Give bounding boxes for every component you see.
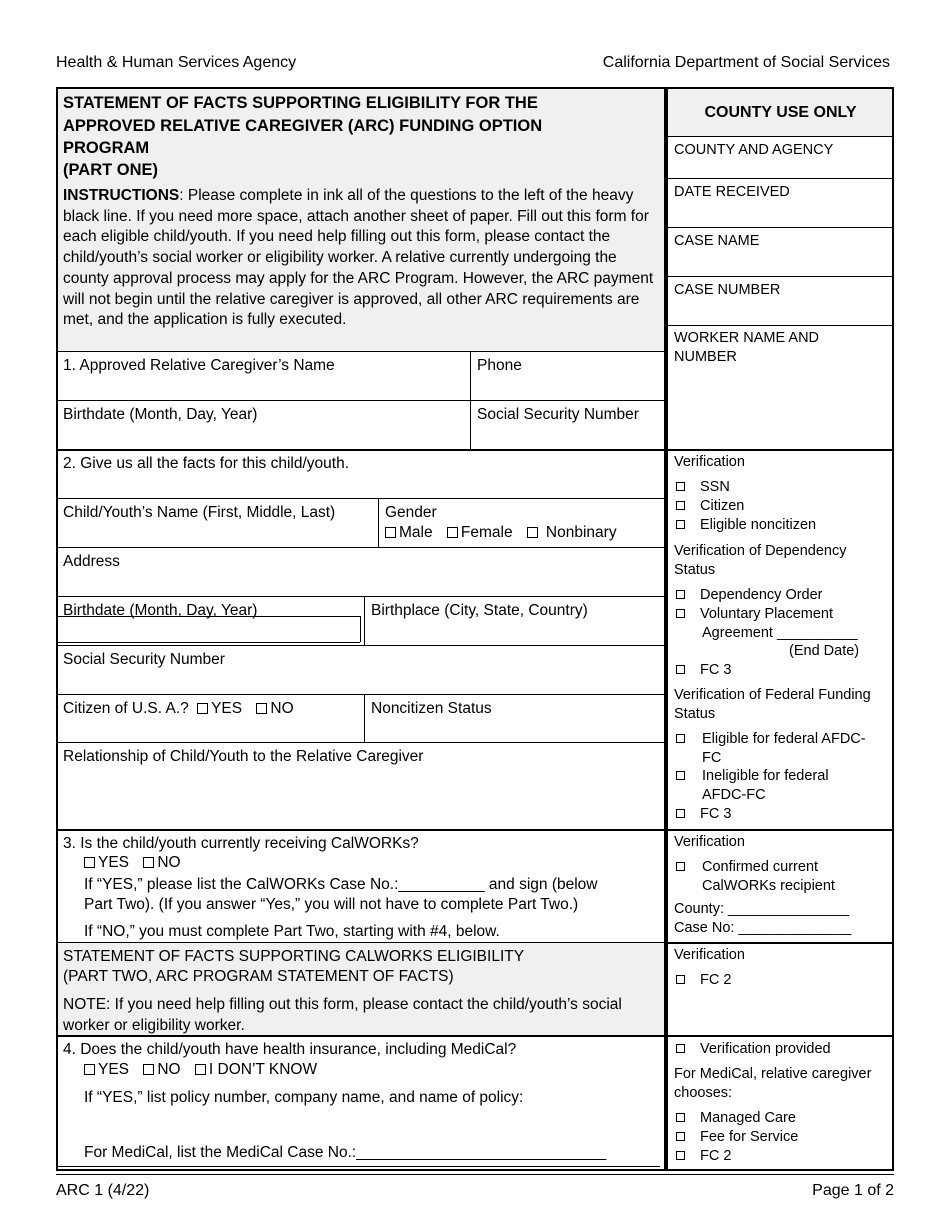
federal-fc3-checkbox[interactable] <box>676 809 685 818</box>
gender-label: Gender <box>385 504 437 521</box>
citizen-label: Citizen of U.S. A.? <box>63 700 189 717</box>
calworks-no-checkbox[interactable] <box>143 857 154 868</box>
ineligible-afdc-checkbox[interactable] <box>676 771 685 780</box>
worker-field: WORKER NAME AND NUMBER <box>674 330 820 365</box>
agency-name: Health & Human Services Agency <box>56 54 297 71</box>
confirmed-calworks <box>676 858 685 877</box>
gender-male-label: Male <box>399 524 433 541</box>
caregiver-phone-field[interactable]: Phone <box>477 357 522 374</box>
calworks-yes-instructions-1: If “YES,” please list the CalWORKs Case No.:__________ and sign (below <box>84 876 598 893</box>
medical-fc2-label: FC 2 <box>700 1148 732 1164</box>
federal-fc3-label: FC 3 <box>700 806 732 822</box>
managed-care <box>676 1109 796 1128</box>
part-two-fc2 <box>676 971 731 990</box>
child-ssn-field[interactable]: Social Security Number <box>63 651 225 668</box>
gender-nonbinary-checkbox[interactable] <box>527 527 538 538</box>
noncitizen-status-field[interactable]: Noncitizen Status <box>371 700 492 717</box>
verify-ssn-label: SSN <box>700 479 730 495</box>
verify-noncitizen-checkbox[interactable] <box>676 520 685 529</box>
part-two-fc2-checkbox[interactable] <box>676 975 685 984</box>
gender-female-checkbox[interactable] <box>447 527 458 538</box>
gender-male-checkbox[interactable] <box>385 527 396 538</box>
part-two-title-1: STATEMENT OF FACTS SUPPORTING CALWORKS ELIGIBILITY <box>63 948 525 965</box>
medical-fc2-checkbox[interactable] <box>676 1151 685 1160</box>
instructions-text: : Please complete in ink all of the questions to the left of the heavy black line. If you need more space, attach another sheet of paper. Fill out this form for each eligible child/youth. If you need help filling out this form, please contact the child/youth’s social worker or eligibility worker. A relative currently undergoing the county approval process may apply for the ARC Program. However, the ARC payment will not begin until the relative caregiver is approved, all other ARC requirements are met, and the application is fully executed. <box>63 187 654 329</box>
end-date-caption: (End Date) <box>789 643 860 659</box>
county-agency-field: COUNTY AND AGENCY <box>674 142 834 158</box>
case-no-line-field[interactable]: Case No: ______________ <box>674 920 852 936</box>
section-3-question: 3. Is the child/youth currently receiving CalWORKs? <box>63 835 419 852</box>
verify-citizen <box>676 497 744 516</box>
date-received-field: DATE RECEIVED <box>674 184 790 200</box>
verification-provided-checkbox[interactable] <box>676 1044 685 1053</box>
voluntary-agreement-line[interactable]: Agreement __________ <box>702 625 858 641</box>
citizen-question <box>63 699 294 718</box>
eligible-afdc-label: Eligible for federal AFDC-FC <box>702 731 866 766</box>
instructions-label: INSTRUCTIONS <box>63 187 180 204</box>
medical-case-field[interactable]: For MediCal, list the MediCal Case No.:_____________________________ <box>84 1144 607 1161</box>
dependency-order-checkbox[interactable] <box>676 590 685 599</box>
verify-ssn-checkbox[interactable] <box>676 482 685 491</box>
section-2-heading: 2. Give us all the facts for this child/youth. <box>63 455 350 472</box>
dependency-order-label: Dependency Order <box>700 587 823 603</box>
insurance-no-checkbox[interactable] <box>143 1064 154 1075</box>
form-id: ARC 1 (4/22) <box>56 1182 150 1199</box>
calworks-options <box>84 853 181 872</box>
verify-noncitizen-label: Eligible noncitizen <box>700 517 817 533</box>
child-address-field[interactable]: Address <box>63 553 120 570</box>
calworks-yes-label: YES <box>98 854 130 871</box>
case-number-field: CASE NUMBER <box>674 282 781 298</box>
verification-provided <box>676 1040 831 1059</box>
county-line-field[interactable]: County: _______________ <box>674 901 849 917</box>
confirmed-calworks-label: Confirmed current CalWORKs recipient <box>702 859 835 894</box>
confirmed-calworks-checkbox[interactable] <box>676 862 685 871</box>
verify-ssn <box>676 478 730 497</box>
insurance-options <box>84 1060 317 1079</box>
insurance-yes-label: YES <box>98 1061 130 1078</box>
managed-care-checkbox[interactable] <box>676 1113 685 1122</box>
form-title: STATEMENT OF FACTS SUPPORTING ELIGIBILITY FOR THE APPROVED RELATIVE CAREGIVER (ARC) FUNDING OPTION PROGRAM <box>63 94 543 157</box>
verify-citizen-checkbox[interactable] <box>676 501 685 510</box>
managed-care-label: Managed Care <box>700 1110 796 1126</box>
dependency-fc3-checkbox[interactable] <box>676 665 685 674</box>
voluntary-placement-label: Voluntary Placement <box>700 606 833 622</box>
form-subtitle: (PART ONE) <box>63 161 159 179</box>
relationship-field[interactable]: Relationship of Child/Youth to the Relative Caregiver <box>63 748 424 765</box>
child-name-field[interactable]: Child/Youth’s Name (First, Middle, Last) <box>63 504 336 521</box>
calworks-yes-instructions-2: Part Two). (If you answer “Yes,” you will not have to complete Part Two.) <box>84 896 579 913</box>
insurance-yes-checkbox[interactable] <box>84 1064 95 1075</box>
verify-noncitizen <box>676 516 816 535</box>
voluntary-placement-checkbox[interactable] <box>676 609 685 618</box>
case-name-field: CASE NAME <box>674 233 760 249</box>
federal-fc3 <box>676 805 731 824</box>
heavy-black-line <box>664 87 668 1171</box>
voluntary-placement <box>676 605 833 624</box>
part-two-title-2: (PART TWO, ARC PROGRAM STATEMENT OF FACTS) <box>63 968 454 985</box>
medical-choice-title: For MediCal, relative caregiver chooses: <box>674 1066 872 1101</box>
medical-fc2 <box>676 1147 731 1166</box>
insurance-no-label: NO <box>157 1061 181 1078</box>
fee-for-service <box>676 1128 798 1147</box>
eligible-afdc <box>676 730 685 749</box>
caregiver-ssn-field[interactable]: Social Security Number <box>477 406 639 423</box>
citizen-yes-checkbox[interactable] <box>197 703 208 714</box>
page-number: Page 1 of 2 <box>812 1182 894 1199</box>
eligible-afdc-checkbox[interactable] <box>676 734 685 743</box>
verify-citizen-label: Citizen <box>700 498 745 514</box>
calworks-no-label: NO <box>157 854 181 871</box>
dependency-status-title: Verification of Dependency Status <box>674 543 847 578</box>
calworks-no-instructions: If “NO,” you must complete Part Two, starting with #4, below. <box>84 923 500 940</box>
dependency-fc3 <box>676 661 731 680</box>
dependency-fc3-label: FC 3 <box>700 662 732 678</box>
calworks-yes-checkbox[interactable] <box>84 857 95 868</box>
dependency-order <box>676 586 823 605</box>
fee-for-service-label: Fee for Service <box>700 1129 799 1145</box>
citizen-yes-label: YES <box>211 700 243 717</box>
federal-funding-title: Verification of Federal Funding Status <box>674 687 871 722</box>
citizen-no-label: NO <box>270 700 294 717</box>
gender-options <box>385 523 617 542</box>
verification-label: Verification <box>674 454 745 470</box>
department-name: California Department of Social Services <box>602 54 890 71</box>
part-two-verification-label: Verification <box>674 947 745 963</box>
calworks-verification-label: Verification <box>674 834 745 850</box>
verification-provided-label: Verification provided <box>700 1041 831 1057</box>
fee-for-service-checkbox[interactable] <box>676 1132 685 1141</box>
county-use-only-title: COUNTY USE ONLY <box>704 104 857 121</box>
policy-instructions: If “YES,” list policy number, company name, and name of policy: <box>84 1089 524 1106</box>
part-two-fc2-label: FC 2 <box>700 972 732 988</box>
child-birthplace-field[interactable]: Birthplace (City, State, Country) <box>371 602 588 619</box>
caregiver-name-field[interactable]: 1. Approved Relative Caregiver’s Name <box>63 357 335 374</box>
insurance-unknown-checkbox[interactable] <box>195 1064 206 1075</box>
ineligible-afdc <box>676 767 685 786</box>
section-4-question: 4. Does the child/youth have health insurance, including MediCal? <box>63 1041 517 1058</box>
instructions <box>63 186 661 331</box>
footer-rule <box>56 1174 894 1175</box>
citizen-no-checkbox[interactable] <box>256 703 267 714</box>
insurance-unknown-label: I DON’T KNOW <box>208 1061 318 1078</box>
part-two-note: NOTE: If you need help filling out this form, please contact the child/youth’s social worker or eligibility worker. <box>63 996 622 1034</box>
gender-nonbinary-label: Nonbinary <box>545 524 617 541</box>
child-birthdate-field[interactable]: Birthdate (Month, Day, Year) <box>63 602 258 619</box>
ineligible-afdc-label: Ineligible for federal AFDC-FC <box>702 768 829 803</box>
gender-female-label: Female <box>460 524 513 541</box>
caregiver-birthdate-field[interactable]: Birthdate (Month, Day, Year) <box>63 406 258 423</box>
